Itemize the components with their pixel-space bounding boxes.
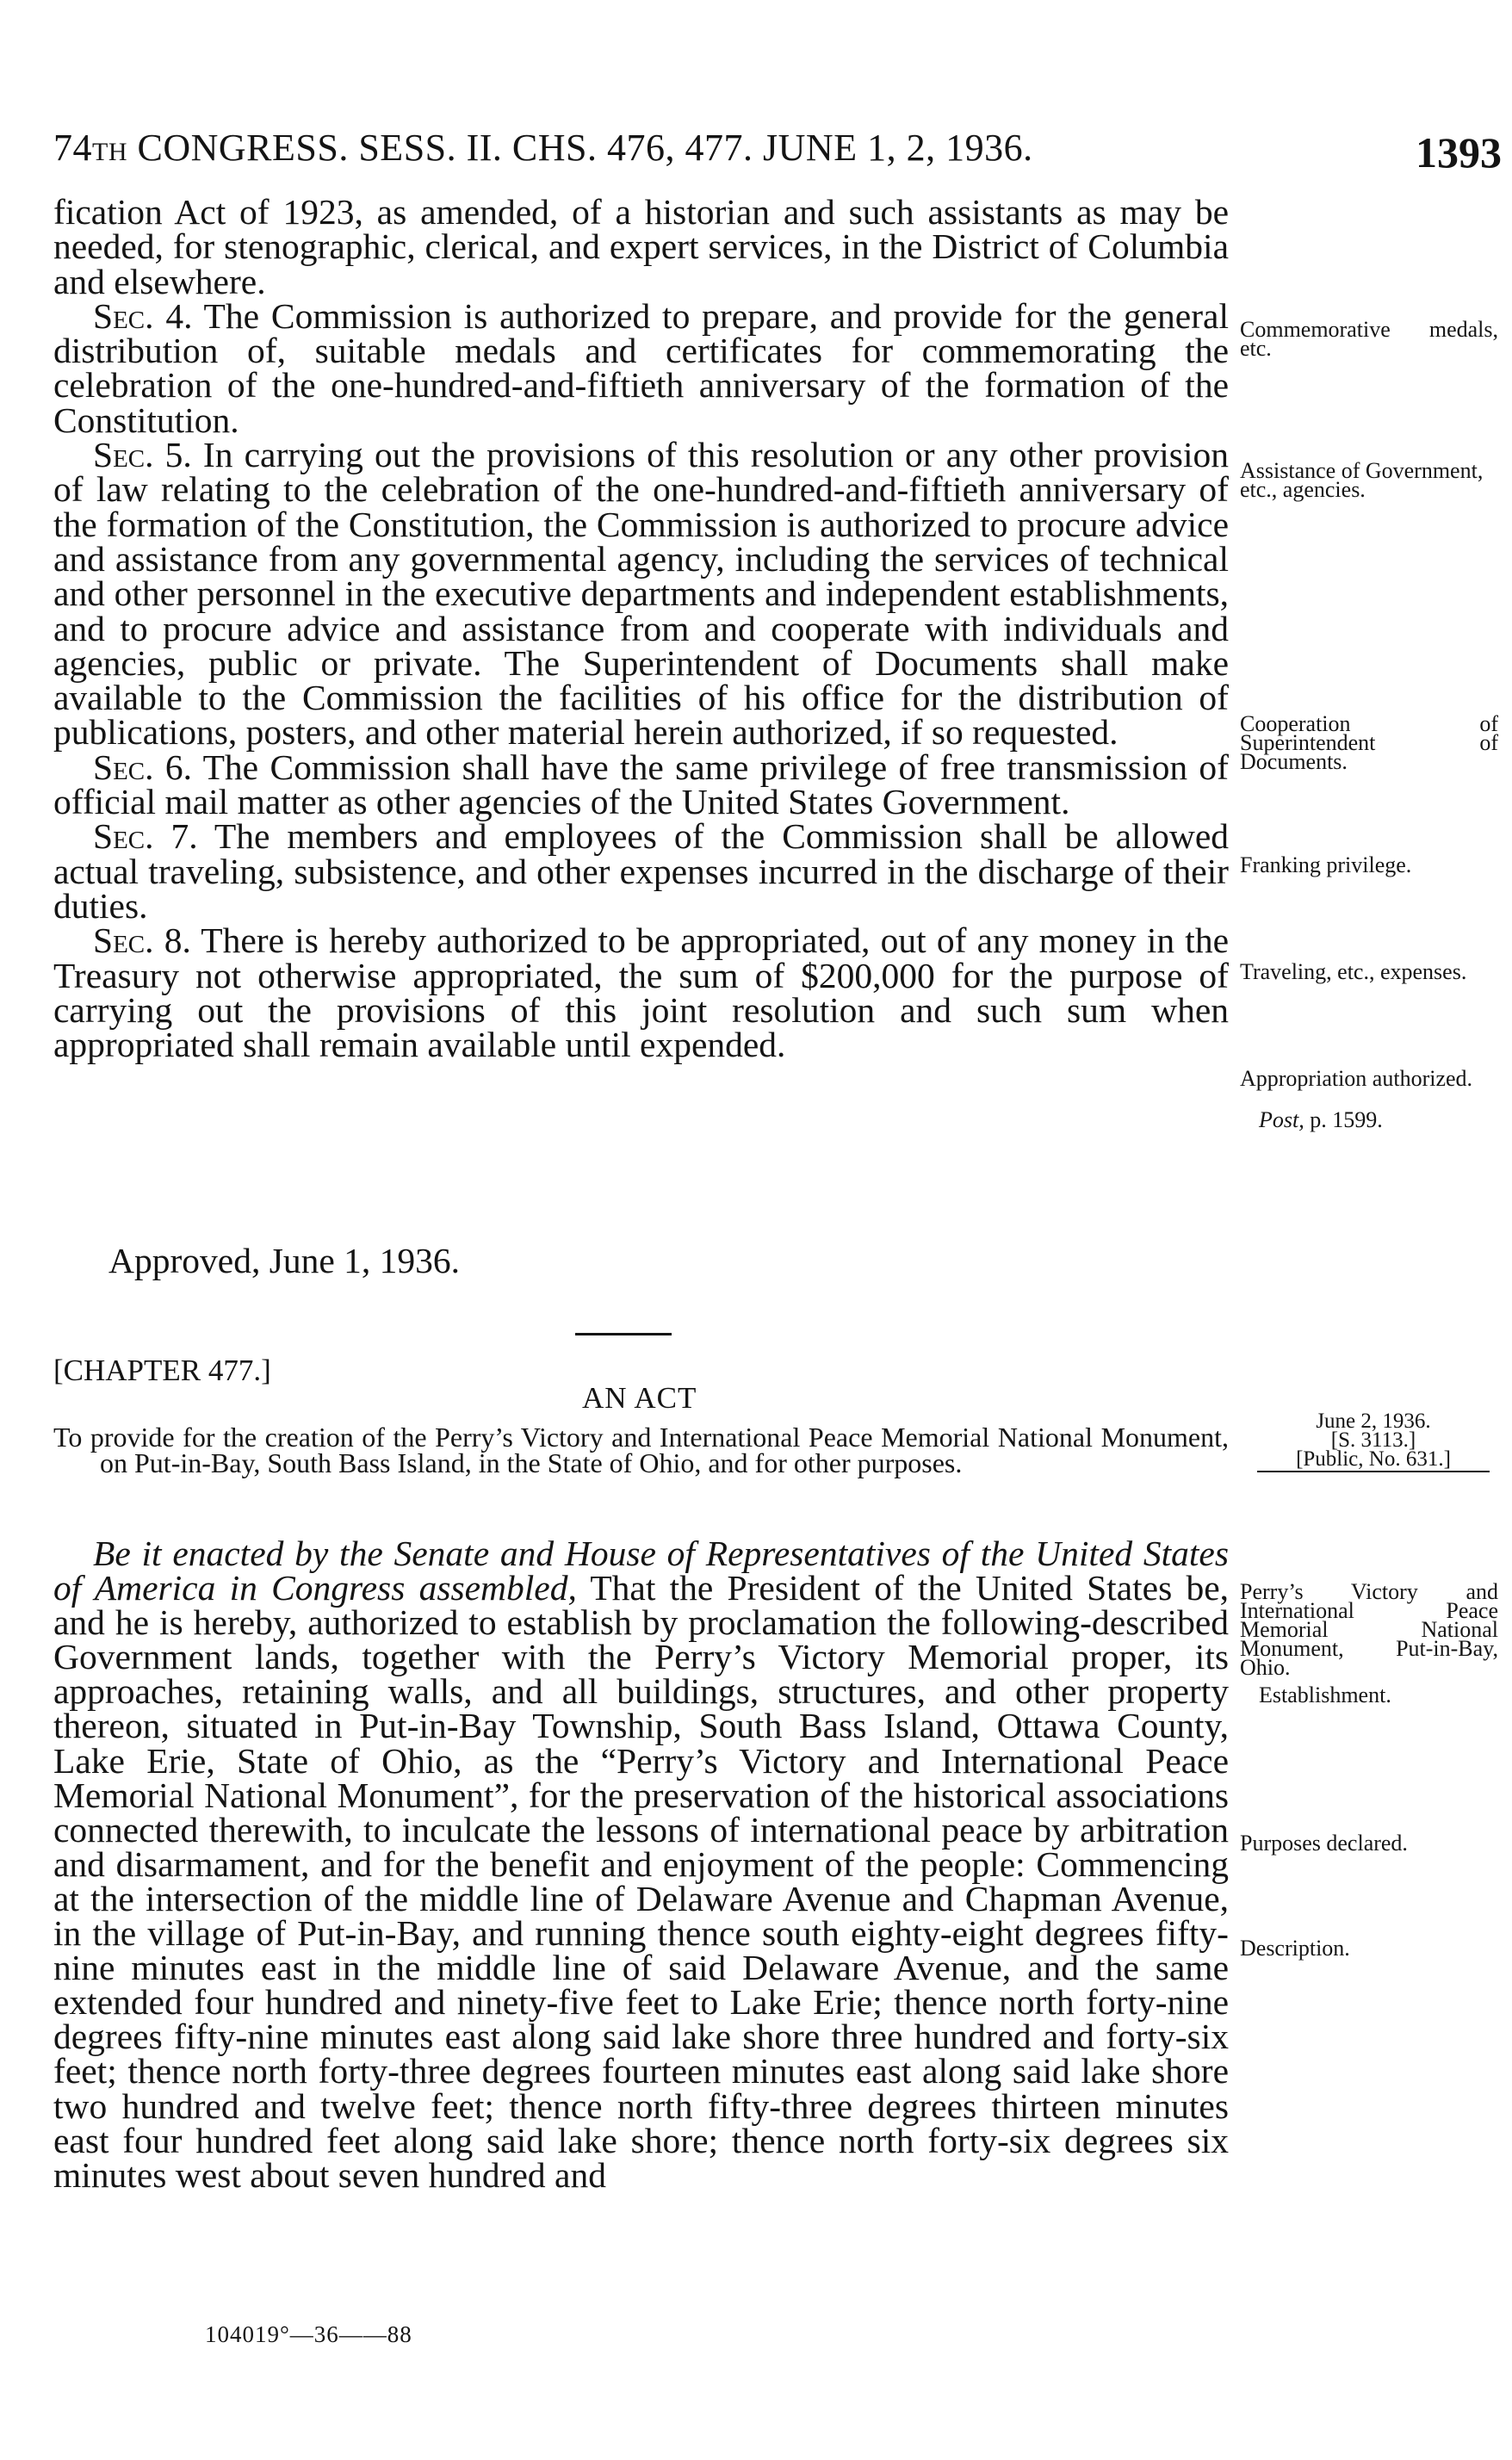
public-law-number: [Public, No. 631.]: [1257, 1450, 1490, 1472]
section-8-text: There is hereby authorized to be appropriated, out of any money in the Treasury not otherwise appropriated, the sum of $200,000 for the purpose of carrying out the provisions of this joint resolution and such sum when appropriated shall remain available until expended.: [53, 920, 1229, 1065]
section-8: [53, 920, 1229, 1065]
bill-number: [S. 3113.]: [1330, 1428, 1416, 1452]
note-purposes: Purposes declared.: [1240, 1831, 1408, 1856]
act-date: June 2, 1936.: [1316, 1410, 1431, 1433]
an-act-heading: AN ACT: [582, 1381, 697, 1415]
paragraph-continuation: fication Act of 1923, as amended, of a historian and such assistants as may be needed, for stenographic, clerical, and expert services, in the District of Columbia and elsewhere.: [53, 192, 1229, 301]
resolution-body: [53, 192, 1229, 1065]
act-meta: [1257, 1412, 1490, 1472]
note-establishment: Establishment.: [1259, 1682, 1391, 1707]
note-assistance: Assistance of Government, etc., agencies.: [1240, 458, 1484, 502]
section-4-text: The Commission is authorized to prepare, and provide for the general distribution of, suitable medals and certificates for commemorating the celebration of the one-hundred-and-fiftieth anniversary of the formation of the Constitution.: [53, 295, 1229, 440]
congress-number: 74: [53, 127, 92, 169]
section-4-label: Sec. 4.: [93, 295, 193, 336]
printer-signature: 104019°—36——88: [205, 2321, 412, 2347]
section-5: [53, 435, 1229, 753]
note-perry-monument: Perry’s Victory and International Peace Memorial National Monument, Put-in-Bay, Ohio.: [1240, 1579, 1498, 1680]
note-traveling: Traveling, etc., expenses.: [1240, 959, 1467, 984]
section-7: [53, 816, 1229, 926]
section-6-text: The Commission shall have the same privilege of free transmission of official mail matter as other agencies of the United States Government.: [53, 747, 1229, 822]
note-post-label: Post,: [1259, 1107, 1304, 1132]
congress-suffix: TH: [92, 138, 127, 166]
chapter-heading: [CHAPTER 477.]: [53, 1354, 271, 1387]
section-6-label: Sec. 6.: [93, 747, 192, 787]
running-header: [53, 126, 1509, 181]
header-title: [53, 126, 1033, 170]
act-text: That the President of the United States be, and he is hereby, authorized to establish by proclamation the following-described Government lands, together with the Perry’s Victory Memorial proper, its approaches, retaining walls, and all buildings, structures, and other property thereon, situated in Put-in-Bay Township, South Bass Island, Ottawa County, Lake Erie, State of Ohio, as the “Perry’s Victory and International Peace Memorial National Monument”, for the preservation of the historical associations connected therewith, to inculcate the lessons of international peace by arbitration and disarmament, and for the benefit and enjoyment of the people: Commencing at the intersection of the middle line of Delaware Avenue and Chapman Avenue, in the village of Put-in-Bay, and running thence south eighty-eight degrees fifty-nine minutes east in the middle line of said Delaware Avenue, and the same extended four hundred and ninety-five feet to Lake Erie; thence north forty-nine degrees fifty-nine minutes east along said lake shore three hundred and forty-six feet; thence north forty-three degrees fourteen minutes east along said lake shore two hundred and twelve feet; thence north fifty-three degrees thirteen minutes east four hundred feet along said lake shore; thence north forty-six degrees six minutes west about seven hundred and: [53, 1568, 1229, 2195]
section-8-label: Sec. 8.: [93, 920, 191, 961]
page-number: 1393: [1416, 128, 1502, 177]
header-rest: CONGRESS. SESS. II. CHS. 476, 477. JUNE 1, 2, 1936.: [127, 127, 1033, 169]
section-divider: [575, 1333, 672, 1335]
note-commemorative: Commemorative medals, etc.: [1240, 317, 1498, 361]
section-7-label: Sec. 7.: [93, 816, 198, 857]
section-7-text: The members and employees of the Commission shall be allowed actual traveling, subsistence, and other expenses incurred in the discharge of their duties.: [53, 816, 1229, 926]
act-title-text: To provide for the creation of the Perry’s Victory and International Peace Memorial National Monument, on Put-in-Bay, South Bass Island, in the State of Ohio, and for other purposes.: [53, 1422, 1229, 1478]
act-paragraph: [53, 1534, 1229, 2195]
note-post-page: p. 1599.: [1304, 1107, 1383, 1132]
note-appropriation: Appropriation authorized.: [1240, 1066, 1473, 1091]
note-franking: Franking privilege.: [1240, 852, 1412, 877]
note-post-ref: [1240, 1107, 1512, 1132]
section-5-text: In carrying out the provisions of this resolution or any other provision of law relating to the celebration of the one-hundred-and-fiftieth anniversary of the formation of the Constitution, the Commission is authorized to procure advice and assistance from any governmental agency, including the services of technical and other personnel in the executive departments and independent establishments, and to procure advice and assistance from and cooperate with individuals and agencies, public or private. The Superintendent of Documents shall make available to the Commission the facilities of his office for the distribution of publications, posters, and other material herein authorized, if so requested.: [53, 435, 1229, 753]
act-body: [53, 1534, 1229, 2195]
note-cooperation: Cooperation of Superintendent of Documents.: [1240, 711, 1498, 774]
note-description: Description.: [1240, 1936, 1350, 1961]
section-5-label: Sec. 5.: [93, 435, 192, 475]
enacting-clause: Be it enacted by the Senate and House of Representatives of the United States of America in Congress assembled,: [53, 1534, 1229, 1608]
section-6: [53, 747, 1229, 822]
act-title: [53, 1424, 1229, 1476]
approved-date: Approved, June 1, 1936.: [108, 1241, 461, 1280]
section-4: [53, 295, 1229, 440]
